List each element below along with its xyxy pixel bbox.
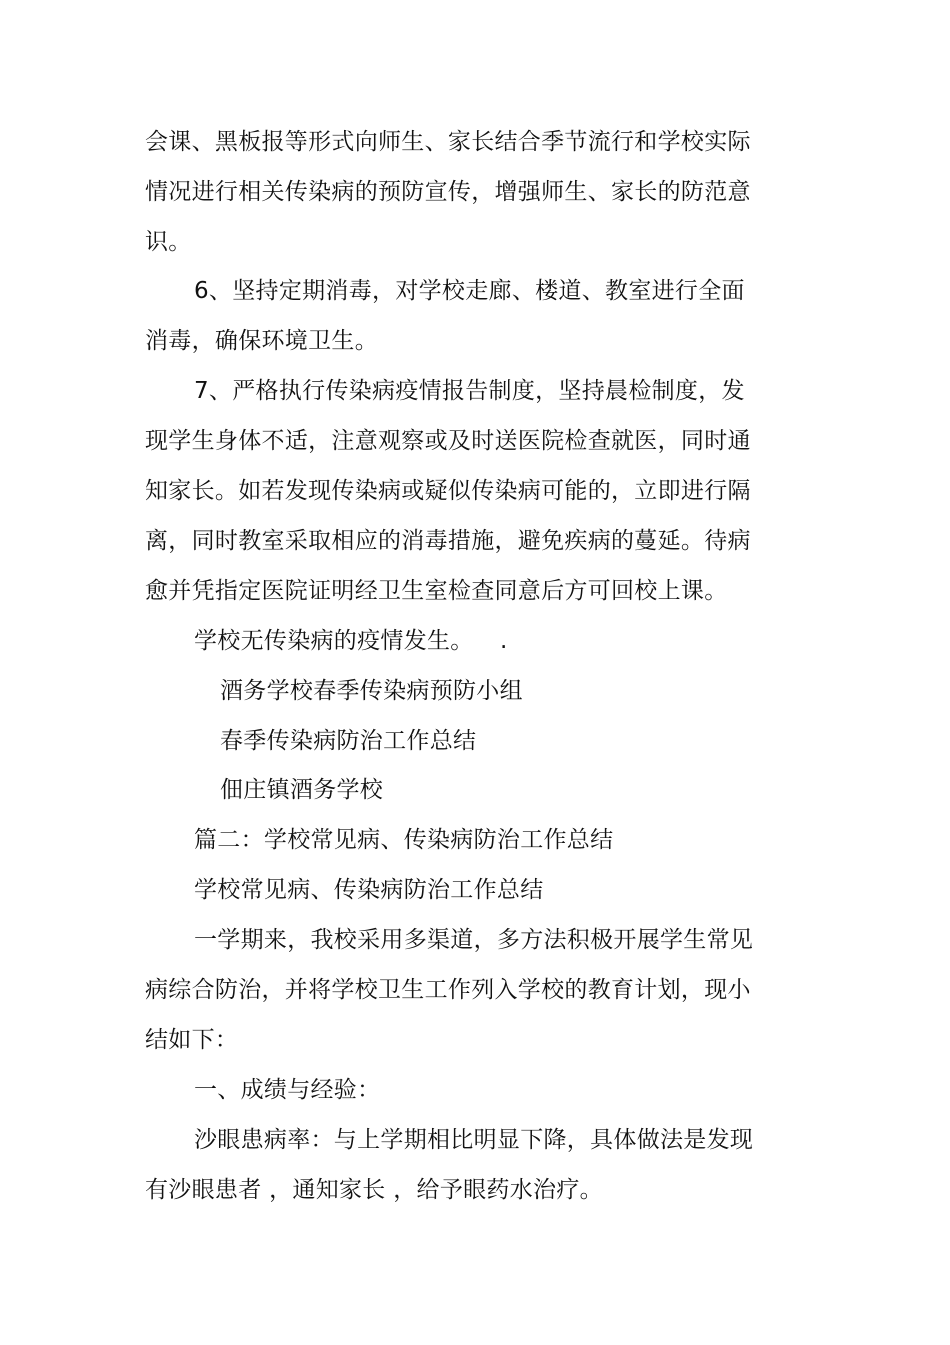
text-line: 会课、黑板报等形式向师生、家长结合季节流行和学校实际 xyxy=(145,129,751,155)
signature-line: 酒务学校春季传染病预防小组 xyxy=(220,678,523,704)
section-heading: 篇二：学校常见病、传染病防治工作总结 xyxy=(194,827,614,853)
text-line: 一、成绩与经验： xyxy=(194,1077,381,1103)
text-line: 离，同时教室采取相应的消毒措施，避免疾病的蔓延。待病 xyxy=(145,528,751,554)
text-line: 消毒，确保环境卫生。 xyxy=(145,328,378,354)
text-line: 沙眼患病率：与上学期相比明显下降，具体做法是发现 xyxy=(194,1127,754,1153)
text-line: 学校常见病、传染病防治工作总结 xyxy=(194,877,544,903)
text-line: 知家长。如若发现传染病或疑似传染病可能的，立即进行隔 xyxy=(145,478,751,504)
text-line: 结如下： xyxy=(145,1027,239,1053)
text-line: 有沙眼患者 ，通知家长 ，给予眼药水治疗。 xyxy=(145,1177,603,1203)
text-line: 情况进行相关传染病的预防宣传，增强师生、家长的防范意 xyxy=(145,179,751,205)
text-line: 识。 xyxy=(145,229,192,255)
text-line: 7、严格执行传染病疫情报告制度，坚持晨检制度，发 xyxy=(194,378,745,404)
text-line: 一学期来，我校采用多渠道，多方法积极开展学生常见 xyxy=(194,927,754,953)
signature-line: 佃庄镇酒务学校 xyxy=(220,777,384,803)
text-line: 现学生身体不适，注意观察或及时送医院检查就医，同时通 xyxy=(145,428,751,454)
stray-mark: . xyxy=(500,628,508,654)
text-line: 学校无传染病的疫情发生。 xyxy=(194,628,474,654)
text-line: 6、坚持定期消毒，对学校走廊、楼道、教室进行全面 xyxy=(194,278,745,304)
text-line: 愈并凭指定医院证明经卫生室检查同意后方可回校上课。 xyxy=(145,578,728,604)
signature-line: 春季传染病防治工作总结 xyxy=(220,728,477,754)
text-line: 病综合防治，并将学校卫生工作列入学校的教育计划，现小 xyxy=(145,977,751,1003)
